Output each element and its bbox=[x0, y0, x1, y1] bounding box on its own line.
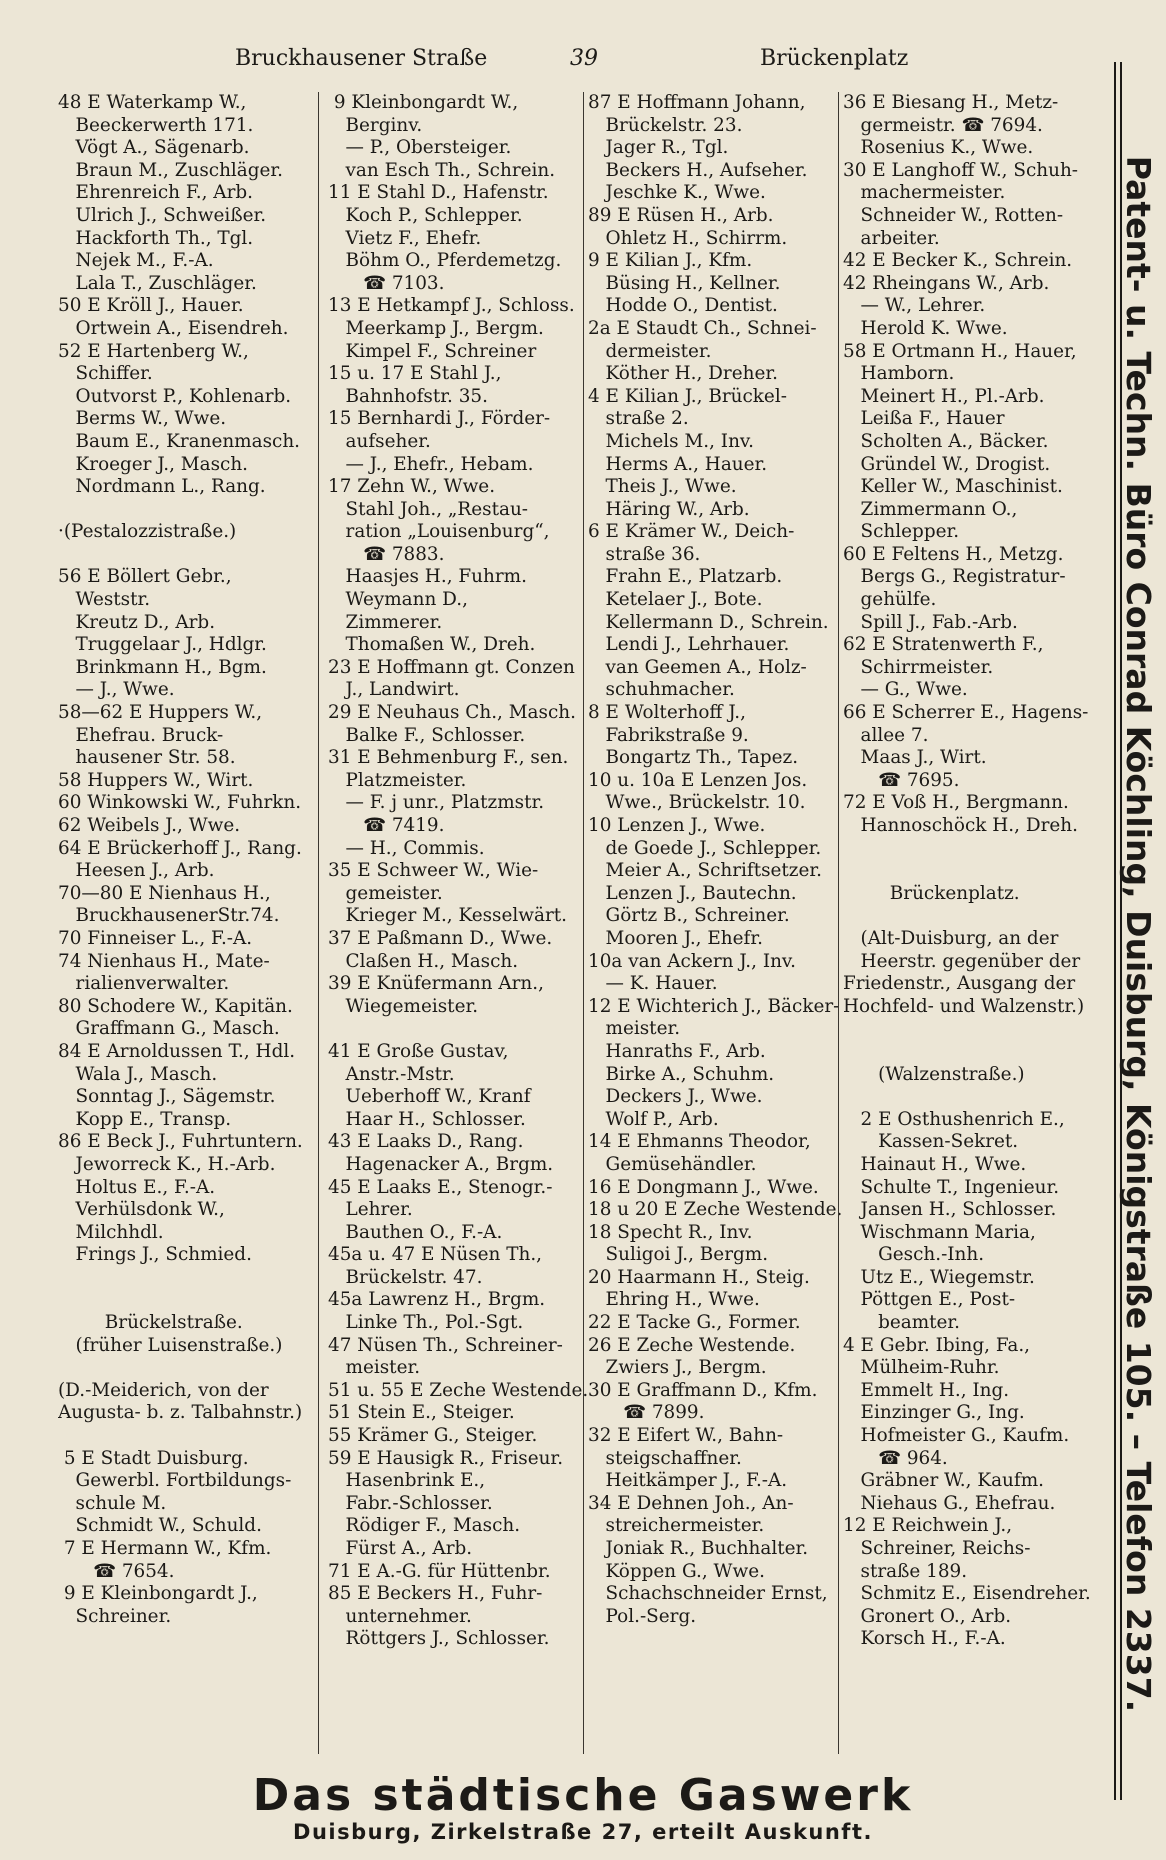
directory-entry-line: Hochfeld- und Walzenstr.) bbox=[843, 995, 1085, 1017]
directory-entry-line: 23 E Hoffmann gt. Conzen bbox=[328, 656, 575, 678]
directory-entry-line: de Goede J., Schlepper. bbox=[588, 837, 822, 859]
directory-entry-line: 41 E Große Gustav, bbox=[328, 1040, 509, 1062]
directory-entry-line: Brinkmann H., Bgm. bbox=[58, 656, 267, 678]
directory-entry-line: 18 u 20 E Zeche Westende. bbox=[588, 1199, 843, 1221]
directory-entry-line: Hainaut H., Wwe. bbox=[843, 1153, 1027, 1175]
directory-entry-line: Ehrenreich F., Arb. bbox=[58, 182, 253, 204]
directory-entry-line: (D.-Meiderich, von der bbox=[58, 1379, 269, 1401]
directory-entry-line: 66 E Scherrer E., Hagens- bbox=[843, 702, 1089, 724]
directory-entry-line: 47 Nüsen Th., Schreiner- bbox=[328, 1334, 563, 1356]
directory-entry-line: 45 E Laaks E., Stenogr.- bbox=[328, 1176, 553, 1198]
directory-entry-line bbox=[58, 1289, 316, 1312]
directory-entry-line: Frings J., Schmied. bbox=[58, 1244, 252, 1266]
column-divider bbox=[838, 92, 839, 1754]
directory-entry-line: gehülfe. bbox=[843, 589, 937, 611]
directory-entry-line: Röttgers J., Schlosser. bbox=[328, 1628, 550, 1650]
directory-entry-line: (Alt-Duisburg, an der bbox=[843, 927, 1059, 949]
directory-entry-line: Scholten A., Bäcker. bbox=[843, 430, 1049, 452]
directory-entry-line: gemeister. bbox=[328, 882, 443, 904]
directory-entry-line: dermeister. bbox=[588, 340, 712, 362]
directory-entry-line: — K. Hauer. bbox=[588, 973, 718, 995]
directory-entry-line: Augusta- b. z. Talbahnstr.) bbox=[58, 1402, 303, 1424]
directory-entry-line: Lala T., Zuschläger. bbox=[58, 272, 257, 294]
directory-entry-line: Anstr.-Mstr. bbox=[328, 1063, 455, 1085]
directory-entry-line: 22 E Tacke G., Former. bbox=[588, 1312, 801, 1334]
directory-entry-line: 60 Winkowski W., Fuhrkn. bbox=[58, 792, 302, 814]
directory-entry-line: Kassen-Sekret. bbox=[843, 1131, 1019, 1153]
directory-entry-line: 58 Huppers W., Wirt. bbox=[58, 769, 254, 791]
directory-entry-line: 9 E Kilian J., Kfm. bbox=[588, 250, 753, 272]
directory-entry-line: ·(Pestalozzistraße.) bbox=[58, 521, 237, 543]
directory-entry-line: 74 Nienhaus H., Mate- bbox=[58, 950, 270, 972]
directory-entry-line: Emmelt H., Ing. bbox=[843, 1379, 1010, 1401]
directory-entry-line: Lehrer. bbox=[328, 1199, 413, 1221]
directory-entry-line: (früher Luisenstraße.) bbox=[58, 1334, 283, 1356]
directory-column-1 bbox=[58, 92, 316, 1762]
directory-entry-line: Rosenius K., Wwe. bbox=[843, 137, 1034, 159]
directory-entry-line: Suligoi J., Bergm. bbox=[588, 1244, 769, 1266]
directory-entry-line: 89 E Rüsen H., Arb. bbox=[588, 204, 774, 226]
directory-entry-line: van Geemen A., Holz- bbox=[588, 656, 807, 678]
directory-entry-line: steigschaffner. bbox=[588, 1447, 742, 1469]
directory-entry-line: Mülheim-Ruhr. bbox=[843, 1357, 1000, 1379]
directory-entry-line: Michels M., Inv. bbox=[588, 430, 754, 452]
directory-entry-line: rialienverwalter. bbox=[58, 973, 230, 995]
directory-entry-line: Spill J., Fab.-Arb. bbox=[843, 611, 1018, 633]
directory-entry-line: Haasjes H., Fuhrm. bbox=[328, 566, 527, 588]
directory-entry-line: Fabr.-Schlosser. bbox=[328, 1492, 493, 1514]
directory-entry-line: Braun M., Zuschläger. bbox=[58, 159, 284, 181]
directory-entry-line: Krieger M., Kesselwärt. bbox=[328, 905, 567, 927]
directory-entry-line: — P., Obersteiger. bbox=[328, 137, 512, 159]
directory-entry-line: Zimmermann O., bbox=[843, 498, 1018, 520]
directory-entry-line: Lendi J., Lehrhauer. bbox=[588, 634, 790, 656]
directory-entry-line: Zimmerer. bbox=[328, 611, 443, 633]
directory-entry-line: 55 Krämer G., Steiger. bbox=[328, 1425, 538, 1447]
directory-entry-line: Vietz F., Ehefr. bbox=[328, 227, 482, 249]
directory-entry-line: Schreiner, Reichs- bbox=[843, 1538, 1031, 1559]
directory-entry-line: Nejek M., F.-A. bbox=[58, 250, 214, 272]
directory-entry-line: Korsch H., F.-A. bbox=[843, 1628, 1006, 1650]
directory-entry-line: Theis J., Wwe. bbox=[588, 476, 737, 498]
directory-entry-line: Bahnhofstr. 35. bbox=[328, 385, 488, 407]
directory-entry-line: 45a u. 47 E Nüsen Th., bbox=[328, 1244, 543, 1266]
directory-entry-line: Schirrmeister. bbox=[843, 656, 994, 678]
directory-entry-line: — H., Commis. bbox=[328, 837, 485, 859]
directory-entry-line: Rödiger F., Masch. bbox=[328, 1515, 521, 1537]
directory-entry-line: Outvorst P., Kohlenarb. bbox=[58, 385, 292, 407]
directory-entry-line: Koch P., Schlepper. bbox=[328, 204, 523, 226]
directory-entry-line bbox=[58, 1267, 316, 1290]
directory-entry-line: beamter. bbox=[843, 1312, 961, 1334]
directory-entry-line: 84 E Arnoldussen T., Hdl. bbox=[58, 1040, 296, 1062]
directory-entry-line: Meier A., Schriftsetzer. bbox=[588, 860, 822, 882]
directory-entry-line: Ueberhoff W., Kranf bbox=[328, 1086, 531, 1108]
directory-entry-line: 50 E Kröll J., Hauer. bbox=[58, 295, 244, 317]
directory-entry-line: 9 Kleinbongardt W., bbox=[328, 92, 519, 113]
column-divider bbox=[318, 92, 319, 1754]
footer-advert-title: Das städtische Gaswerk bbox=[252, 1770, 914, 1821]
directory-entry-line: 11 E Stahl D., Hafenstr. bbox=[328, 182, 549, 204]
directory-entry-line: 37 E Paßmann D., Wwe. bbox=[328, 927, 553, 949]
directory-entry-line: Jansen H., Schlosser. bbox=[843, 1199, 1057, 1221]
directory-entry-line: ration „Louisenburg“, bbox=[328, 521, 550, 543]
directory-entry-line: Hackforth Th., Tgl. bbox=[58, 227, 254, 249]
directory-entry-line: Bauthen O., F.-A. bbox=[328, 1221, 503, 1243]
directory-entry-line: — G., Wwe. bbox=[843, 679, 968, 701]
directory-entry-line: ☎ 7883. bbox=[328, 543, 445, 565]
directory-entry-line: Schneider W., Rotten- bbox=[843, 204, 1064, 226]
directory-entry-line: Hofmeister G., Kaufm. bbox=[843, 1425, 1070, 1447]
directory-entry-line: Hanraths F., Arb. bbox=[588, 1040, 766, 1062]
directory-entry-line: 32 E Eifert W., Bahn- bbox=[588, 1425, 784, 1447]
directory-entry-line: Schachschneider Ernst, bbox=[588, 1583, 828, 1605]
directory-entry-line: Gronert O., Arb. bbox=[843, 1605, 1012, 1627]
directory-entry-line bbox=[843, 1041, 1133, 1064]
directory-entry-line: Hagenacker A., Brgm. bbox=[328, 1153, 554, 1175]
directory-entry-line: 16 E Dongmann J., Wwe. bbox=[588, 1176, 819, 1198]
directory-entry-line: 43 E Laaks D., Rang. bbox=[328, 1131, 524, 1153]
directory-entry-line: hausener Str. 58. bbox=[58, 747, 236, 769]
directory-entry-line: Kreutz D., Arb. bbox=[58, 611, 216, 633]
directory-entry-line: Hamborn. bbox=[843, 363, 955, 385]
directory-entry-line bbox=[843, 860, 1133, 883]
directory-entry-line: Jeschke K., Wwe. bbox=[588, 182, 766, 204]
directory-entry-line: 72 E Voß H., Bergmann. bbox=[843, 792, 1069, 814]
directory-entry-line bbox=[843, 1086, 1133, 1109]
directory-entry-line bbox=[843, 1018, 1133, 1041]
directory-entry-line: 30 E Graffmann D., Kfm. bbox=[588, 1379, 818, 1401]
directory-entry-line: Niehaus G., Ehefrau. bbox=[843, 1492, 1056, 1514]
directory-entry-line: 48 E Waterkamp W., bbox=[58, 92, 247, 113]
directory-entry-line: 4 E Kilian J., Brückel- bbox=[588, 385, 787, 407]
directory-entry-line: unternehmer. bbox=[328, 1605, 472, 1627]
directory-entry-line: Wwe., Brückelstr. 10. bbox=[588, 792, 806, 814]
directory-entry-line: 5 E Stadt Duisburg. bbox=[58, 1447, 249, 1469]
directory-entry-line: Wiegemeister. bbox=[328, 995, 479, 1017]
directory-entry-line: Kopp E., Transp. bbox=[58, 1108, 232, 1130]
directory-entry-line: Beeckerwerth 171. bbox=[58, 114, 254, 136]
directory-entry-line: Kimpel F., Schreiner bbox=[328, 340, 537, 362]
directory-entry-line: 35 E Schweer W., Wie- bbox=[328, 860, 539, 882]
directory-entry-line: 85 E Beckers H., Fuhr- bbox=[328, 1583, 543, 1605]
directory-entry-line: Gründel W., Drogist. bbox=[843, 453, 1051, 475]
directory-entry-line: — J., Ehefr., Hebam. bbox=[328, 453, 534, 475]
directory-entry-line: 17 Zehn W., Wwe. bbox=[328, 476, 496, 498]
directory-entry-line: Joniak R., Buchhalter. bbox=[588, 1538, 809, 1559]
directory-entry-line: Köppen G., Wwe. bbox=[588, 1560, 765, 1582]
directory-entry-line: 87 E Hoffmann Johann, bbox=[588, 92, 806, 113]
directory-entry-line: — J., Wwe. bbox=[58, 679, 175, 701]
directory-entry-line: Heerstr. gegenüber der bbox=[843, 950, 1081, 972]
directory-entry-line: Gräbner W., Kaufm. bbox=[843, 1470, 1044, 1492]
directory-entry-line: Pol.-Serg. bbox=[588, 1605, 697, 1627]
directory-entry-line: Claßen H., Masch. bbox=[328, 950, 519, 972]
directory-entry-line: meister. bbox=[328, 1357, 421, 1379]
directory-entry-line: 45a Lawrenz H., Brgm. bbox=[328, 1289, 546, 1311]
directory-entry-line: Heesen J., Arb. bbox=[58, 860, 215, 882]
column-divider bbox=[583, 92, 584, 1754]
directory-entry-line: 71 E A.-G. für Hüttenbr. bbox=[328, 1560, 551, 1582]
directory-entry-line: Böhm O., Pferdemetzg. bbox=[328, 250, 562, 272]
directory-entry-line: arbeiter. bbox=[843, 227, 940, 249]
directory-entry-line: Gesch.-Inh. bbox=[843, 1244, 985, 1266]
directory-entry-line: Deckers J., Wwe. bbox=[588, 1086, 763, 1108]
directory-entry-line: Zwiers J., Bergm. bbox=[588, 1357, 767, 1379]
directory-entry-line: 34 E Dehnen Joh., An- bbox=[588, 1492, 794, 1514]
directory-entry-line: 70 Finneiser L., F.-A. bbox=[58, 927, 253, 949]
header-street-left: Bruckhausener Straße bbox=[235, 46, 488, 71]
directory-entry-line: Büsing H., Kellner. bbox=[588, 272, 781, 294]
directory-entry-line: Haar H., Schlosser. bbox=[328, 1108, 526, 1130]
directory-entry-line: Utz E., Wiegemstr. bbox=[843, 1266, 1035, 1288]
directory-entry-line: Truggelaar J., Hdlgr. bbox=[58, 634, 267, 656]
directory-entry-line: Birke A., Schuhm. bbox=[588, 1063, 775, 1085]
directory-entry-line: — F. j unr., Platzmstr. bbox=[328, 792, 545, 814]
footer-advert-subtitle: Duisburg, Zirkelstraße 27, erteilt Auskunft. bbox=[293, 1820, 873, 1844]
side-advert-text: Patent- u. Techn. Büro Conrad Köchling, Duisburg, Königstraße 105. – Telefon 2337. bbox=[1119, 155, 1158, 1713]
directory-entry-line: Brückelstraße. bbox=[58, 1312, 243, 1334]
directory-entry-line: 56 E Böllert Gebr., bbox=[58, 566, 232, 588]
directory-entry-line: Ketelaer J., Bote. bbox=[588, 589, 763, 611]
directory-entry-line: straße 189. bbox=[843, 1560, 968, 1582]
directory-entry-line: Stahl Joh., „Restau- bbox=[328, 498, 528, 520]
directory-entry-line: Platzmeister. bbox=[328, 769, 467, 791]
directory-entry-line: 51 u. 55 E Zeche Westende. bbox=[328, 1379, 589, 1401]
directory-entry-line: Schmidt W., Schuld. bbox=[58, 1515, 262, 1537]
directory-entry-line: Linke Th., Pol.-Sgt. bbox=[328, 1312, 524, 1334]
directory-entry-line: Weymann D., bbox=[328, 589, 468, 611]
directory-entry-line: schuhmacher. bbox=[588, 679, 735, 701]
directory-entry-line: germeistr. ☎ 7694. bbox=[843, 114, 1043, 136]
directory-entry-line: Ortwein A., Eisendreh. bbox=[58, 317, 289, 339]
directory-entry-line: 14 E Ehmanns Theodor, bbox=[588, 1131, 811, 1153]
directory-entry-line: Fabrikstraße 9. bbox=[588, 724, 749, 746]
directory-entry-line: Ulrich J., Schweißer. bbox=[58, 204, 267, 226]
directory-entry-line: 31 E Behmenburg F., sen. bbox=[328, 747, 569, 769]
directory-entry-line: 10a van Ackern J., Inv. bbox=[588, 950, 796, 972]
directory-entry-line: Friedenstr., Ausgang der bbox=[843, 973, 1076, 995]
directory-entry-line: (Walzenstraße.) bbox=[843, 1063, 1025, 1085]
directory-entry-line: Ehring H., Wwe. bbox=[588, 1289, 760, 1311]
directory-entry-line: Bergs G., Registratur- bbox=[843, 566, 1066, 588]
directory-entry-line: 39 E Knüfermann Arn., bbox=[328, 973, 544, 995]
directory-entry-line: Leißa F., Hauer bbox=[843, 408, 1005, 430]
directory-entry-line: Jager R., Tgl. bbox=[588, 137, 729, 159]
directory-entry-line: Vögt A., Sägenarb. bbox=[58, 137, 250, 159]
header-street-right: Brückenplatz bbox=[760, 46, 909, 71]
directory-entry-line: Berms W., Wwe. bbox=[58, 408, 227, 430]
page-number: 39 bbox=[570, 46, 598, 71]
directory-entry-line: 10 Lenzen J., Wwe. bbox=[588, 815, 766, 836]
directory-entry-line: meister. bbox=[588, 1018, 681, 1040]
directory-entry-line: Häring W., Arb. bbox=[588, 498, 750, 520]
directory-entry-line: Wala J., Masch. bbox=[58, 1063, 218, 1085]
directory-entry-line: Brückelstr. 47. bbox=[328, 1266, 483, 1288]
directory-entry-line: schule M. bbox=[58, 1492, 167, 1514]
directory-entry-line: 30 E Langhoff W., Schuh- bbox=[843, 159, 1079, 181]
directory-entry-line: 18 Specht R., Inv. bbox=[588, 1221, 753, 1243]
directory-entry-line: Schlepper. bbox=[843, 521, 960, 543]
directory-entry-line: Sonntag J., Sägemstr. bbox=[58, 1086, 276, 1108]
directory-entry-line: 80 Schodere W., Kapitän. bbox=[58, 995, 293, 1017]
directory-entry-line: Frahn E., Platzarb. bbox=[588, 566, 783, 588]
directory-entry-line: 13 E Hetkampf J., Schloss. bbox=[328, 295, 575, 317]
directory-entry-line: — W., Lehrer. bbox=[843, 295, 986, 317]
directory-entry-line: Hodde O., Dentist. bbox=[588, 295, 778, 317]
directory-entry-line: J., Landwirt. bbox=[328, 679, 460, 701]
directory-entry-line bbox=[843, 905, 1133, 928]
directory-entry-line: Köther H., Dreher. bbox=[588, 363, 778, 385]
directory-entry-line: BruckhausenerStr.74. bbox=[58, 905, 280, 927]
directory-entry-line: Meerkamp J., Bergm. bbox=[328, 317, 544, 339]
directory-entry-line: ☎ 964. bbox=[843, 1447, 948, 1469]
directory-entry-line: Mooren J., Ehefr. bbox=[588, 927, 763, 949]
directory-entry-line: 42 E Becker K., Schrein. bbox=[843, 250, 1073, 272]
directory-entry-line: 9 E Kleinbongardt J., bbox=[58, 1583, 258, 1605]
directory-entry-line: Berginv. bbox=[328, 114, 423, 136]
directory-entry-line: Maas J., Wirt. bbox=[843, 747, 987, 769]
directory-entry-line: Brückenplatz. bbox=[843, 882, 1020, 904]
directory-entry-line: Schiffer. bbox=[58, 363, 153, 385]
directory-entry-line: Einzinger G., Ing. bbox=[843, 1402, 1025, 1424]
directory-entry-line: 60 E Feltens H., Metzg. bbox=[843, 543, 1064, 565]
directory-entry-line: Heitkämper J., F.-A. bbox=[588, 1470, 788, 1492]
directory-entry-line: 12 E Wichterich J., Bäcker- bbox=[588, 995, 840, 1017]
directory-entry-line: Schmitz E., Eisendreher. bbox=[843, 1583, 1091, 1605]
footer-advert bbox=[60, 1770, 1106, 1845]
directory-entry-line: Beckers H., Aufseher. bbox=[588, 159, 808, 181]
directory-entry-line: Balke F., Schlosser. bbox=[328, 724, 526, 746]
directory-entry-line: Schulte T., Ingenieur. bbox=[843, 1176, 1060, 1198]
directory-entry-line bbox=[58, 1357, 316, 1380]
directory-entry-line: machermeister. bbox=[843, 182, 1006, 204]
directory-entry-line: ☎ 7103. bbox=[328, 272, 445, 294]
directory-entry-line: aufseher. bbox=[328, 430, 431, 452]
directory-entry-line: Holtus E., F.-A. bbox=[58, 1176, 216, 1198]
directory-entry-line: 26 E Zeche Westende. bbox=[588, 1334, 796, 1356]
directory-entry-line: 4 E Gebr. Ibing, Fa., bbox=[843, 1334, 1031, 1356]
directory-entry-line: Fürst A., Arb. bbox=[328, 1538, 473, 1559]
directory-entry-line: Baum E., Kranenmasch. bbox=[58, 430, 301, 452]
directory-entry-line: Hasenbrink E., bbox=[328, 1470, 486, 1492]
directory-entry-line: 64 E Brückerhoff J., Rang. bbox=[58, 837, 302, 859]
directory-entry-line bbox=[58, 544, 316, 567]
directory-entry-line: 15 Bernhardi J., Förder- bbox=[328, 408, 551, 430]
directory-entry-line: streichermeister. bbox=[588, 1515, 765, 1537]
directory-entry-line: Ohletz H., Schirrm. bbox=[588, 227, 788, 249]
directory-entry-line: 51 Stein E., Steiger. bbox=[328, 1402, 515, 1424]
directory-entry-line: ☎ 7419. bbox=[328, 815, 445, 836]
directory-entry-line: 42 Rheingans W., Arb. bbox=[843, 272, 1050, 294]
directory-entry-line: 7 E Hermann W., Kfm. bbox=[58, 1538, 272, 1559]
directory-entry-line: Ehefrau. Bruck- bbox=[58, 724, 224, 746]
directory-entry-line bbox=[843, 838, 1133, 861]
directory-entry-line: Wolf P., Arb. bbox=[588, 1108, 719, 1130]
directory-entry-line: ☎ 7695. bbox=[843, 769, 960, 791]
directory-entry-line: ☎ 7654. bbox=[58, 1560, 175, 1582]
directory-entry-line: Wischmann Maria, bbox=[843, 1221, 1036, 1243]
directory-entry-line: Hannoschöck H., Dreh. bbox=[843, 815, 1078, 836]
directory-entry-line: 2 E Osthushenrich E., bbox=[843, 1108, 1065, 1130]
directory-entry-line: Keller W., Maschinist. bbox=[843, 476, 1063, 498]
directory-entry-line: straße 36. bbox=[588, 543, 701, 565]
directory-entry-line: Kellermann D., Schrein. bbox=[588, 611, 829, 633]
directory-entry-line: Herms A., Hauer. bbox=[588, 453, 768, 475]
directory-entry-line: Kroeger J., Masch. bbox=[58, 453, 249, 475]
directory-entry-line: Pöttgen E., Post- bbox=[843, 1289, 1016, 1311]
directory-entry-line: Jeworreck K., H.-Arb. bbox=[58, 1153, 276, 1175]
directory-entry-line: Meinert H., Pl.-Arb. bbox=[843, 385, 1045, 407]
running-head bbox=[60, 46, 1100, 76]
directory-entry-line: Milchhdl. bbox=[58, 1221, 164, 1243]
directory-entry-line: Görtz B., Schreiner. bbox=[588, 905, 790, 927]
directory-entry-line: Graffmann G., Masch. bbox=[58, 1018, 280, 1040]
directory-entry-line: Weststr. bbox=[58, 589, 151, 611]
directory-entry-line: 29 E Neuhaus Ch., Masch. bbox=[328, 702, 576, 724]
directory-entry-line: Herold K. Wwe. bbox=[843, 317, 1008, 339]
directory-entry-line: ☎ 7899. bbox=[588, 1402, 705, 1424]
directory-entry-line: allee 7. bbox=[843, 724, 929, 746]
directory-entry-line: 86 E Beck J., Fuhrtuntern. bbox=[58, 1131, 303, 1153]
directory-entry-line: 15 u. 17 E Stahl J., bbox=[328, 363, 502, 385]
directory-entry-line: 58 E Ortmann H., Hauer, bbox=[843, 340, 1077, 362]
directory-entry-line: Gemüsehändler. bbox=[588, 1153, 757, 1175]
directory-entry-line: Nordmann L., Rang. bbox=[58, 476, 266, 498]
directory-entry-line: 62 Weibels J., Wwe. bbox=[58, 815, 241, 836]
directory-entry-line: 62 E Stratenwerth F., bbox=[843, 634, 1044, 656]
directory-entry-line bbox=[58, 1425, 316, 1448]
directory-entry-line: Gewerbl. Fortbildungs- bbox=[58, 1470, 292, 1492]
directory-entry-line: 2a E Staudt Ch., Schnei- bbox=[588, 317, 817, 339]
directory-entry-line: Thomaßen W., Dreh. bbox=[328, 634, 536, 656]
directory-column-4 bbox=[843, 92, 1133, 1762]
directory-entry-line: 20 Haarmann H., Steig. bbox=[588, 1266, 810, 1288]
directory-entry-line: van Esch Th., Schrein. bbox=[328, 159, 556, 181]
directory-entry-line: 36 E Biesang H., Metz- bbox=[843, 92, 1059, 113]
directory-entry-line: Lenzen J., Bautechn. bbox=[588, 882, 797, 904]
directory-entry-line: Bongartz Th., Tapez. bbox=[588, 747, 799, 769]
directory-entry-line: 12 E Reichwein J., bbox=[843, 1515, 1013, 1537]
directory-entry-line: straße 2. bbox=[588, 408, 689, 430]
directory-entry-line: Brückelstr. 23. bbox=[588, 114, 743, 136]
directory-entry-line: 59 E Hausigk R., Friseur. bbox=[328, 1447, 564, 1469]
directory-entry-line: Schreiner. bbox=[58, 1605, 172, 1627]
directory-entry-line: 6 E Krämer W., Deich- bbox=[588, 521, 795, 543]
directory-entry-line: 10 u. 10a E Lenzen Jos. bbox=[588, 769, 808, 791]
directory-entry-line: 58—62 E Huppers W., bbox=[58, 702, 263, 724]
directory-entry-line: 52 E Hartenberg W., bbox=[58, 340, 249, 362]
directory-entry-line: Verhülsdonk W., bbox=[58, 1199, 225, 1221]
directory-entry-line: 8 E Wolterhoff J., bbox=[588, 702, 746, 724]
directory-entry-line: 70—80 E Nienhaus H., bbox=[58, 882, 271, 904]
directory-entry-line bbox=[58, 499, 316, 522]
